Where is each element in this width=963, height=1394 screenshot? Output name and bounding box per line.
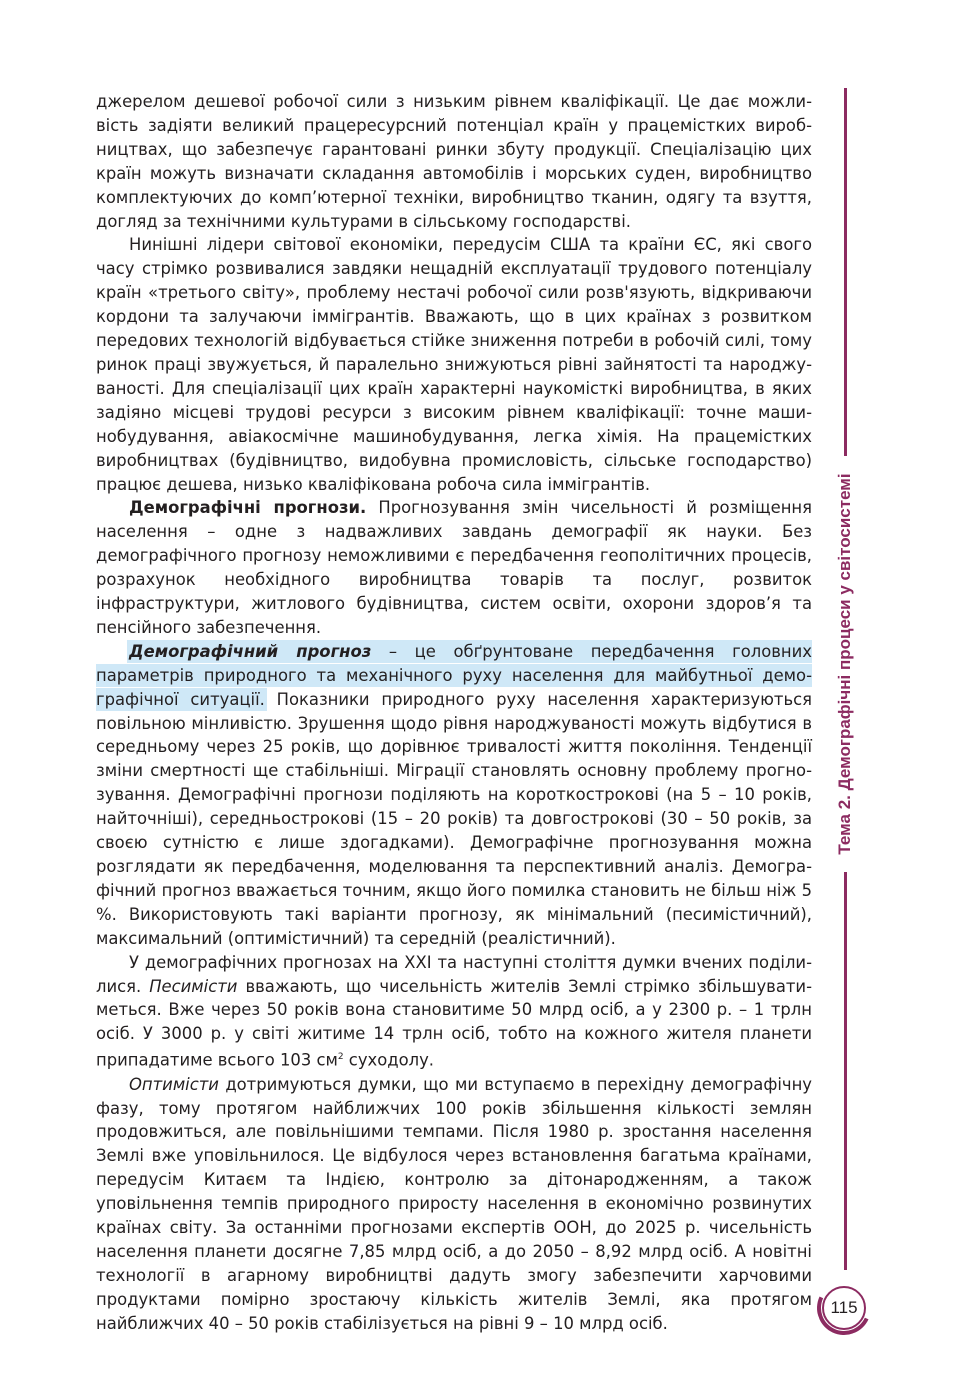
paragraph-3-text: Прогнозування змін чисельності й розміщення населення – одне з надважливих завдань демографії як науки. Без демографічного прогнозу неможливими є передбачення геополітичних процесів, розрахунок необхідного виробництва товарів та послуг, розвиток інфраструктури, житлового будівництва, систем освіти, охорони здоров’я та пенсійного забезпечення. <box>96 498 812 637</box>
paragraph-4 <box>96 640 812 951</box>
paragraph-6 <box>96 1073 812 1336</box>
section-heading-demographic-forecasts: Демографічні прогнози. <box>129 498 367 518</box>
superscript-2: 2 <box>337 1052 344 1063</box>
paragraph-5-text-c: суходолу. <box>343 1050 434 1070</box>
term-optimists: Оптимісти <box>129 1074 219 1094</box>
paragraph-5-text-b: вважають, що чисельність жителів Землі стрімко збільшуватиметься. Вже через 50 років вона становитиме 50 млрд осіб, а у 2300 р. – 1 трлн осіб. У 3000 р. у світі житиме 14 трлн осіб, тобто на кожного жителя планети припадатиме всього 103 см <box>96 976 813 1070</box>
page-body <box>96 90 812 1336</box>
term-pessimists: Песимісти <box>149 976 238 996</box>
definition-text: – це обґрунтоване передбачення головних параметрів природного та механічного руху населення для майбутньої демографічної ситуації. <box>96 641 813 709</box>
side-rule-top <box>844 88 847 456</box>
paragraph-6-text: дотримуються думки, що ми вступаємо в перехідну демографічну фазу, тому протягом найближчих 100 років збільшення кількості землян продовжиться, але повільнішими темпами. Після 1980 р. зростання населення Землі вже уповільнилося. Це відбулося через встановлення багатьма країнами, передусім Китаєм та Індією, контролю за дітонародженням, а також уповільнення темпів природного приросту населення в економічно розвинутих країнах світу. За останніми прогнозами експертів ООН, до 2025 р. чисельність населення планети досягне 7,85 млрд осіб, а до 2050 – 8,92 млрд осіб. А новітні технології в агарному виробництві дадуть змогу забезпечити харчовими продуктами помірно зростаючу кількість жителів Землі, яка протягом найближчих 40 – 50 років стабілізується на рівні 9 – 10 млрд осіб. <box>96 1074 812 1333</box>
paragraph-3 <box>96 496 812 639</box>
paragraph-5-text-a: У демографічних прогнозах на ХХІ та наступні століття думки вчених поділилися. <box>96 952 812 996</box>
paragraph-4-text: Показники природного руху населення характеризуються повільною мінливістю. Зрушення щодо рівня народжуваності можуть відбутися в середньому через 25 років, що дорівнює тривалості життя покоління. Тенденції зміни смертності ще стабільніші. Міграції становлять основну проблему прогнозування. Демографічні прогнози поділяють на короткострокові (на 5 – 10 років, найточніші), середньострокові (15 – 20 років) та довгострокові (30 – 50 років, за своєю сутністю є лише здогадками). Демографічне прогнозування можна розглядати як передбачення, моделювання та перспективний аналіз. Демографічний прогноз вважається точним, якщо його помилка становить не більш ніж 5 %. Використовують такі варіанти прогнозу, як мінімальний (песимістичний), максимальний (оптимістичний) та середній (реалістичний). <box>96 689 812 948</box>
paragraph-5 <box>96 951 812 1073</box>
side-rule-bottom <box>844 872 847 1270</box>
paragraph-1: джерелом дешевої робочої сили з низьким рівнем кваліфікації. Це дає можливість задіяти великий працересурсний потенціал країн у працемістких виробництвах, що забезпечує гарантовані ринки збуту продукції. Спеціалізацію цих країн можуть визначати складання автомобілів і морських суден, виробництво комплектуючих до комп’ютерної техніки, виробництво тканин, одягу та взуття, догляд за технічними культурами в сільському господарстві. <box>96 92 812 231</box>
paragraph-2: Нинішні лідери світової економіки, передусім США та країни ЄС, які свого часу стрімко розвивалися завдяки нещадній експлуатації трудового потенціалу країн «третього світу», проблему нестачі робочої сили розв'язують, відкриваючи кордони та залучаючи іммігрантів. Вважають, що в цих країнах з розвитком передових технологій відбувається стійке зниження потреби в робочій силі, тому ринок праці звужується, й паралельно знижуються рівні зайнятості та народжуваності. Для спеціалізації цих країн характерні наукомісткі виробництва, в яких задіяно місцеві трудові ресурси з високим рівнем кваліфікації: точне машинобудування, авіакосмічне машинобудування, легка хімія. На працемістких виробництвах (будівництво, видобувна промисловість, сільське господарство) працює дешева, низько кваліфікована робоча сила іммігрантів. <box>96 235 812 494</box>
definition-term: Демографічний прогноз <box>129 641 372 661</box>
page-number: 115 <box>830 1298 858 1317</box>
side-title: Тема 2. Демографічні процеси у світосистемі <box>835 473 854 855</box>
